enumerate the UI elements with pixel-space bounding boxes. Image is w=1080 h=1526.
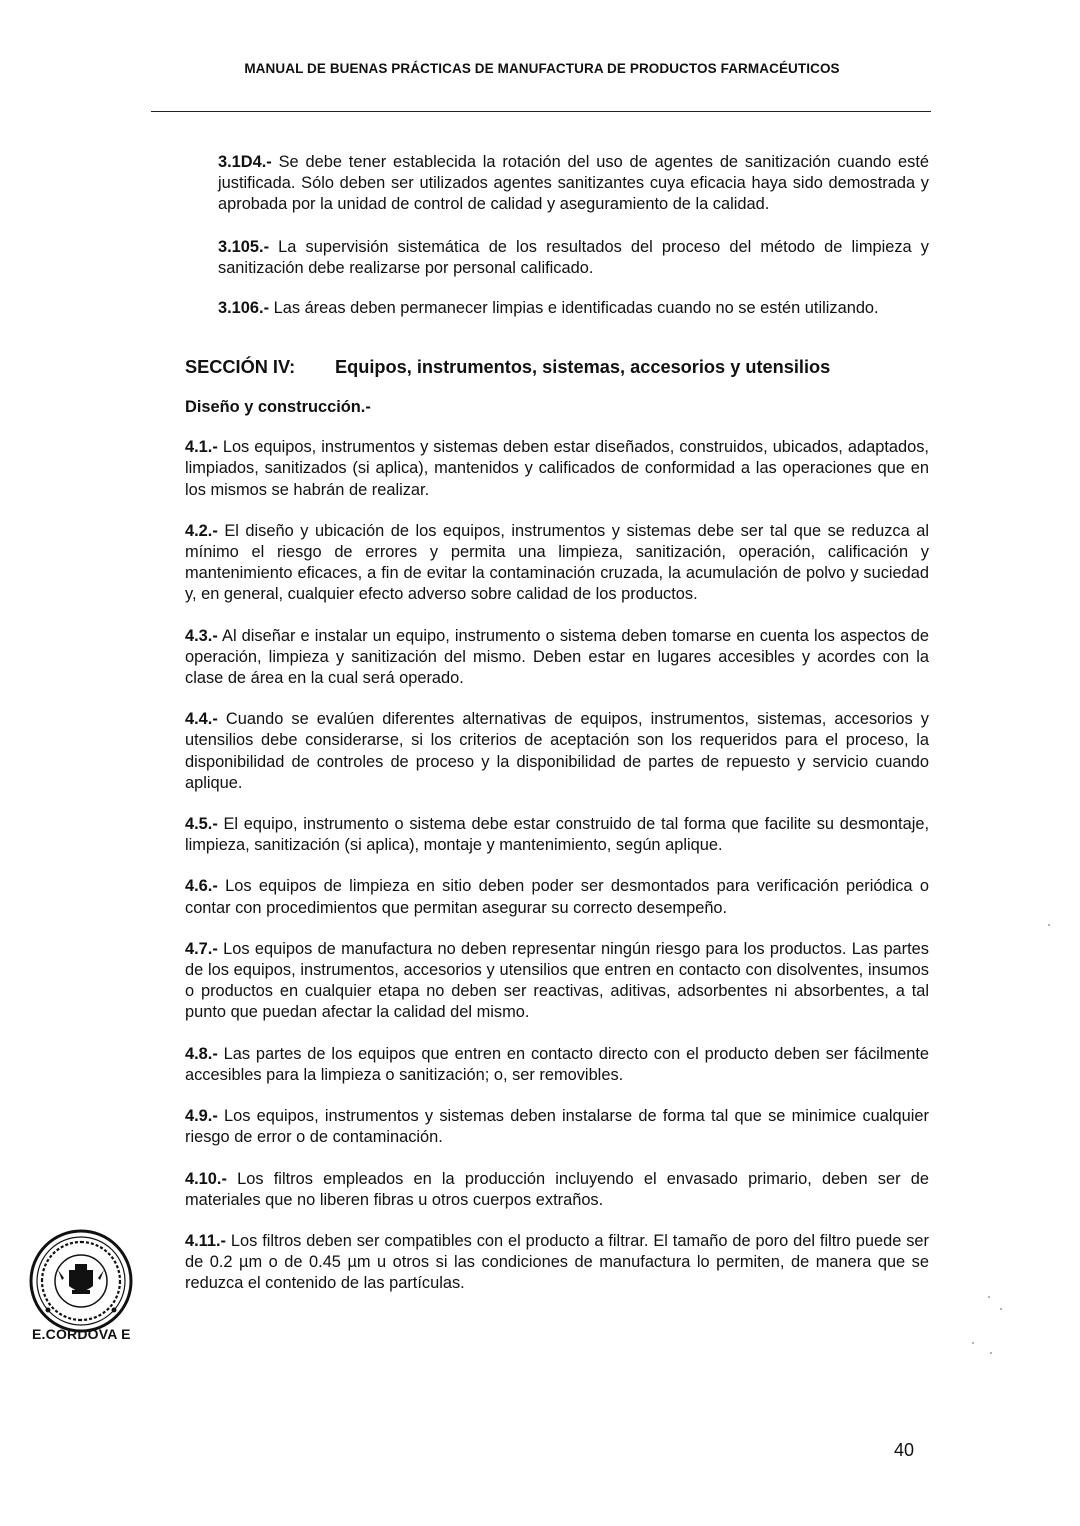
paragraph-4-8 bbox=[185, 1044, 929, 1086]
paragraph-number: 4.10.- bbox=[185, 1169, 227, 1188]
paragraph-text: La supervisión sistemática de los resultados del proceso del método de limpieza y sanitización debe realizarse por personal calificado. bbox=[218, 237, 929, 277]
paragraph-text: Los equipos de limpieza en sitio deben poder ser desmontados para verificación periódica o contar con procedimientos que permitan asegurar su correcto desempeño. bbox=[185, 877, 929, 917]
paragraph-number: 3.106.- bbox=[218, 299, 270, 318]
running-header: MANUAL DE BUENAS PRÁCTICAS DE MANUFACTURA DE PRODUCTOS FARMACÉUTICOS bbox=[244, 61, 840, 76]
paragraph-text: El diseño y ubicación de los equipos, instrumentos y sistemas debe ser tal que se reduzca al mínimo el riesgo de errores y permita una limpieza, sanitización, operación, calificación y mantenimiento eficaces, a fin de evitar la contaminación cruzada, la acumulación de polvo y suciedad y, en general, cualquier efecto adverso sobre calidad de los productos. bbox=[185, 521, 929, 604]
section-title: Equipos, instrumentos, sistemas, accesorios y utensilios bbox=[335, 357, 831, 378]
paragraph-text: Se debe tener establecida la rotación del uso de agentes de sanitización cuando esté justificada. Sólo deben ser utilizados agentes sanitizantes cuya eficacia haya sido demostrada y aprobada por la unidad de control de calidad y aseguramiento de la calidad. bbox=[218, 153, 929, 214]
paragraph-number: 4.4.- bbox=[185, 710, 218, 729]
paragraph-text: Las áreas deben permanecer limpias e identificadas cuando no se estén utilizando. bbox=[269, 299, 879, 318]
paragraph-text: El equipo, instrumento o sistema debe estar construido de tal forma que facilite su desmontaje, limpieza, sanitización (si aplica), montaje y mantenimiento, según aplique. bbox=[185, 815, 929, 855]
paragraph-4-3 bbox=[185, 626, 929, 690]
paragraph-number: 4.3.- bbox=[185, 626, 218, 645]
paragraph-4-11 bbox=[185, 1231, 929, 1295]
paragraph-4-4 bbox=[185, 709, 929, 794]
paragraph-4-2 bbox=[185, 521, 929, 606]
paragraph-text: Al diseñar e instalar un equipo, instrumento o sistema deben tomarse en cuenta los aspectos de operación, limpieza y sanitización del mismo. Deben estar en lugares accesibles y acordes con la clase de área en la cual será operado. bbox=[185, 626, 929, 688]
paragraph-number: 4.7.- bbox=[185, 939, 218, 958]
scan-speck bbox=[1000, 1308, 1002, 1310]
page-number: 40 bbox=[894, 1440, 915, 1460]
paragraph-number: 4.1.- bbox=[185, 438, 218, 457]
main-content bbox=[185, 152, 929, 1295]
paragraph-number: 4.6.- bbox=[185, 877, 218, 896]
paragraph-text: Los equipos, instrumentos y sistemas deben estar diseñados, construidos, ubicados, adaptados, limpiados, sanitizados (si aplica), mantenidos y calificados de conformidad a las operaciones que en los mismos se habrán de realizar. bbox=[185, 438, 929, 499]
paragraph-4-7 bbox=[185, 939, 929, 1024]
paragraph-number: 4.5.- bbox=[185, 815, 218, 834]
paragraph-3-106 bbox=[218, 298, 929, 319]
paragraph-number: 3.1D4.- bbox=[218, 153, 272, 171]
paragraph-number: 4.2.- bbox=[185, 521, 218, 540]
paragraph-number: 4.9.- bbox=[185, 1107, 218, 1126]
paragraph-text: Los equipos de manufactura no deben representar ningún riesgo para los productos. Las partes de los equipos, instrumentos, accesorios y utensilios que entren en contacto con disolventes, insumos o productos en cualquier etapa no deben ser reactivas, aditivas, adsorbentes ni absorbentes, a tal punto que puedan afectar la calidad del mismo. bbox=[185, 939, 929, 1022]
paragraph-text: Los filtros deben ser compatibles con el producto a filtrar. El tamaño de poro del filtro puede ser de 0.2 µm o de 0.45 µm u otros si las condiciones de manufactura lo permiten, de manera que se reduzca el contenido de las partículas. bbox=[185, 1231, 929, 1293]
paragraph-4-10 bbox=[185, 1169, 929, 1211]
signature-name: E.CÓRDOVA E bbox=[32, 1326, 131, 1342]
paragraph-text: Los filtros empleados en la producción incluyendo el envasado primario, deben ser de materiales que no liberen fibras u otros cuerpos extraños. bbox=[185, 1169, 929, 1209]
section-label: SECCIÓN IV: bbox=[185, 357, 296, 378]
paragraph-number: 4.8.- bbox=[185, 1044, 218, 1063]
paragraph-text: Las partes de los equipos que entren en contacto directo con el producto deben ser fácilmente accesibles para la limpieza o sanitización; o, ser removibles. bbox=[185, 1044, 929, 1084]
scan-speck bbox=[988, 1296, 990, 1298]
section-heading bbox=[185, 355, 929, 379]
header-rule bbox=[151, 111, 931, 112]
paragraph-number: 3.105.- bbox=[218, 237, 270, 256]
paragraph-number: 4.11.- bbox=[185, 1231, 227, 1250]
paragraph-4-1 bbox=[185, 437, 929, 501]
paragraph-text: Los equipos, instrumentos y sistemas deben instalarse de forma tal que se minimice cualquier riesgo de error o de contaminación. bbox=[185, 1107, 929, 1147]
paragraph-3-104 bbox=[218, 152, 929, 216]
paragraph-text: Cuando se evalúen diferentes alternativas de equipos, instrumentos, sistemas, accesorios y utensilios debe considerarse, si los criterios de aceptación son los requeridos para el proceso, la disponibilidad de controles de proceso y la disponibilidad de partes de repuesto y servicio cuando aplique. bbox=[185, 710, 929, 792]
scan-speck bbox=[972, 1342, 974, 1344]
paragraph-3-105 bbox=[218, 237, 929, 279]
paragraph-4-5 bbox=[185, 814, 929, 856]
paragraph-4-9 bbox=[185, 1106, 929, 1148]
scan-speck bbox=[1048, 924, 1050, 926]
scan-speck bbox=[990, 1352, 992, 1354]
subsection-heading: Diseño y construcción.- bbox=[185, 398, 371, 417]
official-seal-stamp bbox=[28, 1228, 134, 1334]
paragraph-4-6 bbox=[185, 876, 929, 918]
